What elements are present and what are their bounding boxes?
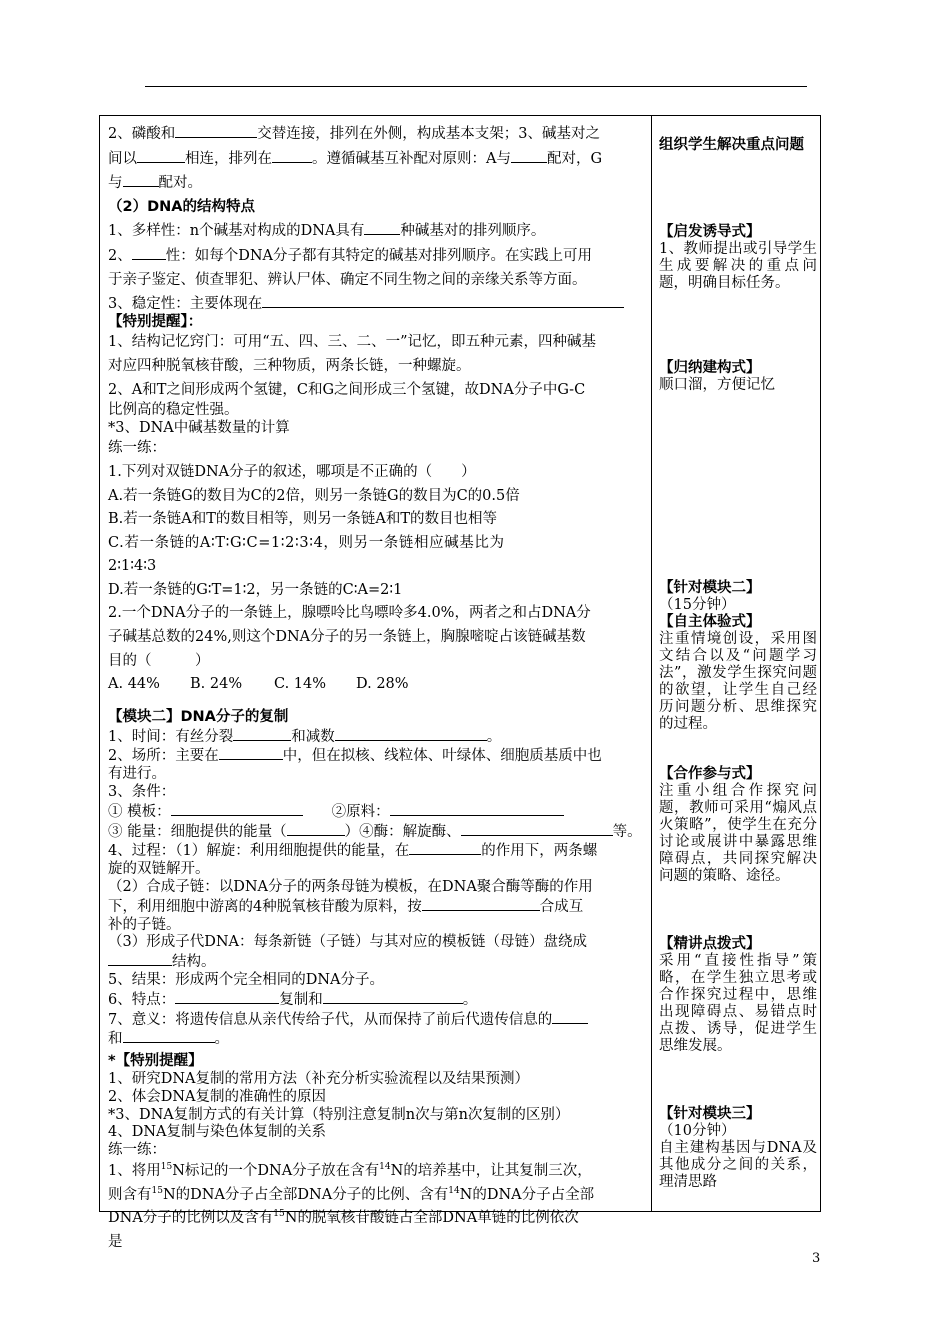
text-line: 2、磷酸和: [108, 126, 176, 142]
answer-blank: [108, 952, 172, 966]
text-line: 比例高的稳定性强。: [108, 402, 239, 419]
text-line: 2、体会DNA复制的准确性的原因: [108, 1088, 327, 1105]
text-line: N标记的一个DNA分子放在含有: [172, 1162, 380, 1179]
text-line: 对应四种脱氧核苷酸，三种物质，两条长链，一种螺旋。: [108, 357, 471, 374]
text-line: 注重情境创设，采用图文结合以及“问题学习法”，激发学生探究问题的欲望，让学生自己经历问题分析、思维探究的过程。: [659, 631, 817, 732]
text-line: 练一练：: [108, 440, 166, 457]
text-line: DNA分子的比例以及含有: [108, 1210, 274, 1227]
superscript: 15: [160, 1162, 173, 1173]
answer-blank: [262, 292, 624, 308]
text-line: 中，但在拟核、线粒体、叶绿体、细胞质基质中也: [282, 748, 602, 765]
text-line: [108, 841, 644, 861]
teaching-note-4: [659, 580, 817, 733]
answer-blank: [171, 802, 303, 816]
answer-blank: [175, 990, 279, 1004]
question-2-options: [108, 673, 644, 697]
text-line: 自主建构基因与DNA及其他成分之间的关系，理清思路: [659, 1140, 817, 1190]
text-line: 于亲子鉴定、侦查罪犯、辨认尸体、确定不同生物之间的亲缘关系等方面。: [108, 271, 587, 288]
text-line: 【合作参与式】: [659, 766, 761, 782]
superscript: 15: [273, 1209, 285, 1220]
text-line: 【精讲点拨式】: [659, 936, 761, 952]
text-line: 1、研究DNA复制的常用方法（补充分析实验流程以及结果预测）: [108, 1070, 530, 1087]
text-line: C.若一条链的A∶T∶G∶C=1∶2∶3∶4，则另一条链相应碱基比为: [108, 534, 505, 551]
text-line: 4、过程：（1）解旋：利用细胞提供的能量，在: [108, 843, 410, 860]
text-line: D. 28%: [356, 676, 409, 693]
superscript: 15: [151, 1185, 163, 1196]
answer-blank: [422, 897, 540, 911]
text-line: A. 44%: [108, 676, 160, 693]
teaching-note-5: [659, 766, 817, 885]
text-line: 交替连接，排列在外侧，构成基本支架；3、碱基对之: [257, 126, 600, 142]
text-line: N的DNA分子占全部: [459, 1186, 595, 1203]
answer-blank: [233, 727, 291, 741]
superscript: 14: [379, 1162, 391, 1173]
text-line: B.若一条链A和T的数目相等，则另一条链A和T的数目也相等: [108, 511, 498, 528]
text-line: （2）合成子链：以DNA分子的两条母链为模板，在DNA聚合酶等酶的作用: [108, 879, 593, 896]
text-line: 是: [108, 1233, 123, 1250]
text-line: （15分钟）: [659, 597, 736, 613]
text-line: 顺口溜，方便记忆: [659, 377, 775, 393]
answer-blank: [335, 727, 487, 741]
text-line: *3、DNA复制方式的有关计算（特别注意复制n次与第n次复制的区别）: [108, 1106, 570, 1123]
text-line: 【自主体验式】: [659, 614, 761, 630]
text-line: 复制和: [279, 991, 323, 1008]
text-line: A.若一条链G的数目为C的2倍，则另一条链G的数目为C的0.5倍: [108, 487, 520, 504]
answer-blank: [123, 171, 159, 187]
text-line: 结构。: [172, 954, 216, 971]
text-line: 等。: [612, 823, 642, 840]
text-line: [108, 244, 644, 269]
module-2-heading: 【模块二】DNA分子的复制: [108, 708, 289, 725]
text-line: 。: [462, 991, 478, 1008]
text-line: N的DNA分子占全部DNA分子的比例、含有: [162, 1186, 449, 1203]
text-line: 7、意义：将遗传信息从亲代传给子代，从而保持了前后代遗传信息的: [108, 1011, 553, 1028]
text-line: 下，利用细胞中游离的4种脱氧核苷酸为原料，按: [108, 898, 422, 915]
text-line: 采用“直接性指导”策略，在学生独立思考或合作探究过程中，思维出现障碍点、易错点时点拨、诱导，促进学生思维发展。: [659, 953, 817, 1054]
text-line: [108, 219, 644, 244]
content-column: [108, 122, 644, 1254]
answer-blank: [461, 822, 613, 836]
text-line: [108, 1184, 644, 1208]
text-line: [108, 952, 644, 972]
text-line: 与: [108, 175, 123, 192]
text-line: 和减数: [291, 728, 335, 745]
text-line: 目的（ ）: [108, 652, 210, 669]
text-line: [108, 802, 644, 822]
text-line: [108, 1010, 644, 1030]
answer-blank: [390, 802, 564, 816]
text-line: 1、教师提出或引导学生生成要解决的重点问题，明确目标任务。: [659, 241, 817, 291]
text-line: 【归纳建构式】: [659, 360, 761, 376]
text-line: 1、结构记忆窍门：可用“五、四、三、二、一”记忆，即五种元素，四种碱基: [108, 334, 597, 351]
teaching-note-3: [659, 360, 817, 394]
text-line: 【启发诱导式】: [659, 224, 761, 240]
text-line: ① 模板：: [108, 803, 171, 820]
answer-blank: [323, 990, 463, 1004]
text-line: [108, 147, 644, 172]
text-line: [108, 746, 644, 766]
tip-heading-1: 【特别提醒】：: [108, 313, 203, 330]
text-line: 练一练：: [108, 1142, 166, 1159]
text-line: 1、多样性：n个碱基对构成的DNA具有: [108, 223, 365, 240]
text-line: （3）形成子代DNA：每条新链（子链）与其对应的模板链（母链）盘绕成: [108, 934, 588, 951]
answer-blank: [132, 244, 166, 260]
text-line: ）④酶：解旋酶、: [344, 823, 461, 840]
text-line: 补的子链。: [108, 916, 181, 933]
teaching-note-7: [659, 1106, 817, 1191]
text-line: 2、A和T之间形成两个氢键，C和G之间形成三个氢键，故DNA分子中G-C: [108, 381, 586, 398]
column-divider: [651, 115, 652, 1212]
text-line: 6、特点：: [108, 991, 176, 1008]
text-line: ②原料：: [331, 803, 390, 820]
text-line: [108, 122, 644, 147]
text-line: 1、将用: [108, 1162, 161, 1179]
teaching-note-1: [659, 137, 817, 154]
text-line: 的作用下，两条螺: [481, 843, 598, 860]
text-line: B. 24%: [190, 676, 243, 693]
text-line: 配对。: [158, 175, 202, 192]
text-line: 4、DNA复制与染色体复制的关系: [108, 1124, 327, 1141]
text-line: [108, 1029, 644, 1049]
text-line: 。: [214, 1031, 229, 1048]
header-rule: [145, 86, 807, 87]
answer-blank: [272, 147, 312, 163]
text-line: 3、条件：: [108, 784, 176, 801]
tip-heading-2: *【特别提醒】: [108, 1053, 203, 1070]
text-line: 2∶1∶4∶3: [108, 558, 157, 575]
text-line: 注重小组合作探究问题，教师可采用“煽风点火策略”，使学生在充分讨论或展讲中暴露思维障碍点，共同探究解决问题的策略、途径。: [659, 783, 817, 884]
question-2: 2.一个DNA分子的一条链上，腺嘌呤比鸟嘌呤多4.0%，两者之和占DNA分: [108, 605, 591, 622]
text-line: [108, 292, 644, 314]
answer-blank: [364, 219, 400, 235]
text-line: 子碱基总数的24%,则这个DNA分子的另一条链上，胸腺嘧啶占该链碱基数: [108, 629, 586, 646]
text-line: C. 14%: [274, 676, 327, 693]
page-number: 3: [812, 1251, 821, 1266]
text-line: [108, 697, 644, 709]
practice-question: [108, 1160, 644, 1184]
text-line: 【针对模块二】: [659, 580, 761, 596]
question-1: 1.下列对双链DNA分子的叙述，哪项是不正确的（ ）: [108, 463, 476, 480]
text-line: 组织学生解决重点问题: [659, 137, 804, 153]
text-line: ③ 能量：细胞提供的能量（: [108, 823, 287, 840]
text-line: [108, 822, 644, 842]
answer-blank: [123, 1029, 215, 1043]
text-line: D.若一条链的G∶T=1∶2，另一条链的C∶A=2∶1: [108, 581, 403, 598]
text-line: 则含有: [108, 1186, 152, 1203]
text-line: [108, 1207, 644, 1231]
text-line: 旋的双链解开。: [108, 861, 210, 878]
answer-blank: [137, 147, 185, 163]
text-line: 种碱基对的排列顺序。: [400, 223, 546, 240]
text-line: 2、场所：主要在: [108, 748, 219, 765]
text-line: 合成互: [539, 898, 584, 915]
answer-blank: [511, 147, 547, 163]
text-line: [108, 727, 644, 747]
text-line: 。: [486, 728, 502, 745]
text-line: 2、: [108, 247, 132, 264]
section-heading-structure: （2）DNA的结构特点: [108, 198, 255, 215]
text-line: （10分钟）: [659, 1123, 736, 1139]
answer-blank: [219, 746, 283, 760]
answer-blank: [409, 841, 481, 855]
superscript: 14: [448, 1185, 460, 1196]
text-line: *3、DNA中碱基数量的计算: [108, 419, 290, 436]
text-line: 。遵循碱基互补配对原则：A与: [312, 150, 511, 167]
text-line: [108, 990, 644, 1010]
text-line: 性：如每个DNA分子都有其特定的碱基对排列顺序。在实践上可用: [165, 247, 593, 264]
answer-blank: [175, 122, 257, 138]
text-line: [108, 171, 644, 196]
text-line: 1、时间：有丝分裂: [108, 728, 234, 745]
text-line: 3、稳定性：主要体现在: [108, 296, 263, 313]
text-line: 5、结果：形成两个完全相同的DNA分子。: [108, 972, 385, 988]
text-line: 配对，G: [546, 150, 603, 167]
text-line: 间以: [108, 150, 137, 167]
answer-blank: [552, 1010, 588, 1024]
answer-blank: [287, 822, 345, 836]
text-line: [108, 897, 644, 917]
text-line: 【针对模块三】: [659, 1106, 761, 1122]
teaching-note-6: [659, 936, 817, 1055]
text-line: 有进行。: [108, 766, 166, 783]
text-line: 相连，排列在: [185, 150, 272, 167]
teaching-note-2: [659, 224, 817, 292]
text-line: 和: [108, 1031, 123, 1048]
text-line: N的培养基中，让其复制三次，: [390, 1162, 592, 1179]
text-line: N的脱氧核苷酸链占全部DNA单链的比例依次: [284, 1210, 579, 1227]
